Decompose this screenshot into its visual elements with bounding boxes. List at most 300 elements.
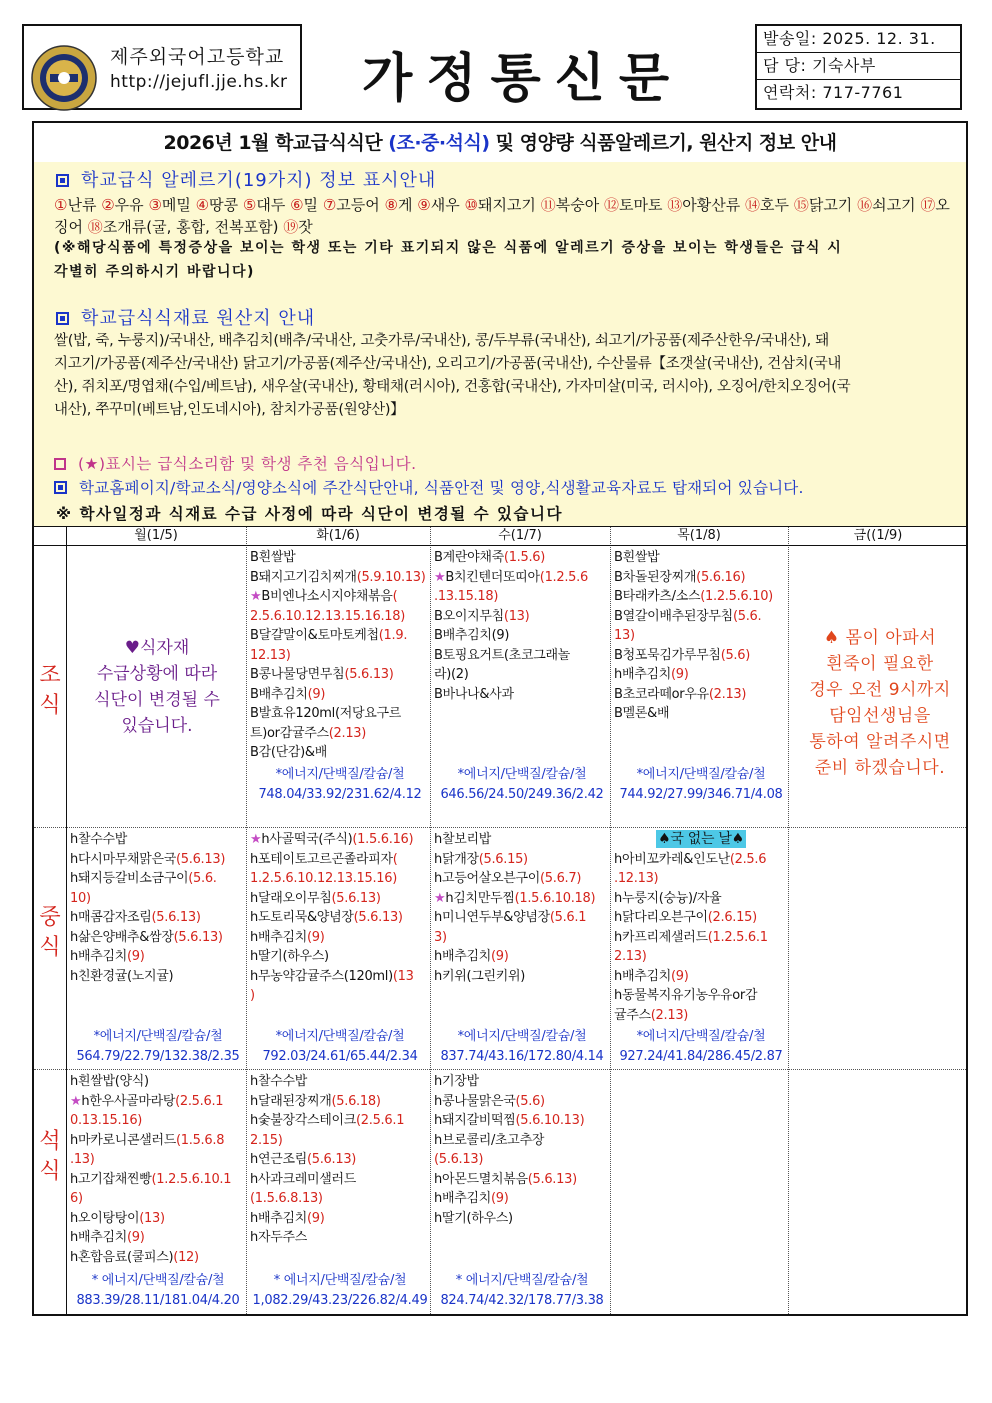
allergen-codes: (1.5.6) [503,550,546,565]
meal-label-char: 석 [39,1129,61,1154]
allergen-item [465,196,536,214]
menu-item-name: h친환경귤(노지귤) [70,968,174,984]
menu-item [70,1072,246,1092]
menu-item [434,889,610,909]
allergen-codes: (1.2.5.6.1 [707,929,768,945]
menu-item-name: B배추김치(9) [434,628,510,643]
menu-item-name: B흰쌀밥 [250,550,296,565]
allergen-name: 아황산류 [682,196,741,214]
notice-line: 준비 하겠습니다. [814,758,946,778]
menu-item [250,889,430,909]
allergen-codes: (2.13) [328,725,367,741]
allergen-codes: (5.6.13) [527,1171,577,1187]
allergen-number: ⑱ [87,218,103,236]
nutrition-line: * 에너지/단백질/칼슘/철 [455,1273,589,1288]
school-emblem-icon [30,44,98,112]
allergen-codes: (5.6.13) [344,667,394,682]
menu-item [250,908,430,928]
notice-line: ♠ 몸이 아파서 [823,628,937,648]
allergen-number: ⑦ [322,196,337,214]
menu-item-name: h카프리제샐러드 [614,929,708,945]
star-icon: ★ [434,890,446,906]
menu-item-name: h매콤감자조림 [70,910,152,925]
menu-item [614,850,788,870]
nutrition-dinner-tue [250,1271,430,1311]
no-soup-badge: ♠국 없는 날♠ [658,831,744,847]
allergen-name: 우유 [114,196,144,214]
allergen-number: ④ [195,196,210,214]
allergen-item [148,196,190,214]
nutrition-lunch-mon [70,1027,246,1067]
menu-item-name: h아비꼬카레&인도난 [614,851,730,867]
allergen-codes: (1.2.5.6.10) [700,589,773,604]
menu-item [434,685,610,705]
menu-item-name: B멜론&배 [614,706,670,721]
menu-item-name: h오이탕탕이 [70,1210,140,1226]
menu-item-name: 귤주스 [614,1007,651,1023]
manager: 담 당: 기숙사부 [757,53,960,80]
menu-item [434,1131,610,1151]
menu-title-bar [32,121,968,163]
menu-item [70,928,246,948]
menu-item [434,947,610,967]
allergen-codes: 0.13.15.16) [70,1113,143,1128]
day-header-wed: 수(1/7) [498,528,542,543]
allergen-codes: (9) [306,1210,325,1226]
menu-item [434,1170,610,1190]
allergen-codes: (9) [307,686,326,702]
menu-item-name: h브로콜리/초고추장 [434,1132,545,1148]
menu-item [70,869,246,889]
star-icon: ★ [250,589,262,604]
allergy-warning [54,236,962,284]
allergen-number: ③ [148,196,162,214]
allergen-codes: .13.15.18) [434,589,499,604]
allergen-number: ⑧ [384,196,398,214]
menu-item-name: h돼지갈비떡찜 [434,1113,516,1128]
allergy-warning-line: (※해당식품에 특정증상을 보이는 학생 또는 기타 표기되지 않은 식품에 알레르기 증상을 보이는 학생들은 급식 시 [54,240,843,256]
menu-item [250,1072,430,1092]
menu-item [614,947,788,967]
menu-item [250,646,430,666]
allergen-codes: (5.6) [720,647,751,663]
table-divider [66,527,67,1314]
menu-item-name: h누룽지(숭늉)/자율 [614,890,722,906]
menu-item-name: h숯불장각스테이크 [250,1113,357,1128]
menu-item-name: B바나나&사과 [434,686,514,702]
nutrition-breakfast-tue [250,765,430,805]
menu-item-name: h배추김치 [614,667,671,682]
allergen-codes: 3) [434,929,447,945]
origin-line: 쌀(밥, 죽, 누룽지)/국내산, 배추김치(배추/국내산, 고춧가루/국내산), 콩/두부류(국내산), 쇠고기/가공품(제주산한우/국내산), 돼 [54,333,829,349]
nutrition-line: 927.24/41.84/286.45/2.87 [619,1048,783,1064]
allergen-number: ⑲ [283,218,299,236]
allergen-codes: (1.9. [378,628,408,643]
menu-item [250,850,430,870]
menu-item [250,1150,430,1170]
menu-item [434,1150,610,1170]
menu-item [250,830,430,850]
notice-line: 통하여 알려주시면 [809,732,951,752]
menu-item [434,1111,610,1131]
allergy-section-title: 학교급식 알레르기(19가지) 정보 표시안내 [56,166,436,192]
star-icon: ★ [434,569,446,585]
allergen-codes: (9) [490,1191,509,1206]
friday-sick-notice [792,625,968,781]
menu-item [250,1170,430,1190]
notice-line: 흰죽이 필요한 [826,654,934,674]
menu-item [434,967,610,987]
allergen-codes: (2.5.6.1 [175,1093,224,1109]
allergen-codes: (5.6.15) [478,851,528,867]
allergen-name: 쇠고기 [872,196,916,214]
menu-item-name: h찰보리밥 [434,832,491,847]
allergen-codes: (9) [670,968,689,984]
menu-item-name: B타래카츠/소스 [614,589,701,604]
notice-line: 식단이 변경될 수 [94,690,220,710]
menu-item [614,665,788,685]
nutrition-line: *에너지/단백질/칼슘/철 [636,767,766,782]
menu-item [70,1170,246,1190]
menu-item-name: h한우사골마라탕 [81,1093,176,1109]
menu-item-name: h다시마무채맑은국 [70,851,177,867]
nutrition-line: *에너지/단백질/칼슘/철 [275,1029,405,1044]
meal-label-lunch [34,903,66,963]
menu-item [614,568,788,588]
nutrition-dinner-mon [70,1271,246,1311]
allergen-codes: (5.6.13) [434,1152,484,1167]
menu-item [614,967,788,987]
nutrition-line: 748.04/33.92/231.62/4.12 [258,786,422,802]
allergen-codes: (5.6.10.13) [515,1113,585,1128]
allergen-item [243,196,285,214]
menu-item-name: B계란야채죽 [434,550,504,565]
allergen-item [541,196,600,214]
menu-item [434,626,610,646]
nutrition-lunch-wed [434,1027,610,1067]
allergen-name: 조개류(굴, 홍합, 전복포함) [102,218,279,236]
allergy-warning-line: 각별히 주의하시기 바랍니다) [54,264,255,280]
allergen-codes: (5.6.13) [176,851,226,867]
menu-item [250,928,430,948]
allergen-codes: .13) [70,1152,95,1167]
allergen-codes: (5.6. [188,871,217,886]
allergen-name: 오징어 [54,196,950,236]
allergen-codes: 2.5.6.10.12.13.15.16.18) [250,608,405,624]
menu-item [250,568,430,588]
origin-text [54,330,964,422]
menu-item-name: h도토리묵&양념장 [250,910,354,925]
menu-item [614,908,788,928]
menu-item [250,947,430,967]
nutrition-breakfast-thu [614,765,788,805]
allergen-name: 밀 [303,196,319,214]
allergen-codes: (5.6.1 [549,910,587,925]
menu-item-name: h미니연두부&양념장 [434,910,550,925]
nutrition-line: *에너지/단백질/칼슘/철 [457,767,587,782]
allergen-name: 메밀 [161,196,191,214]
allergen-codes: ( [392,851,398,867]
allergen-name: 게 [398,196,413,214]
menu-item-name: h마카로니콘샐러드 [70,1132,177,1148]
menu-item-name: h사골떡국(주식) [261,832,353,847]
allergen-codes: (1.5.6.10.18) [514,890,596,906]
menu-item-name: B발효유120ml(저당요구르 [250,706,402,721]
menu-item [250,626,430,646]
nutrition-line: 824.74/42.32/178.77/3.38 [440,1292,604,1308]
allergen-number: ⑭ [745,196,761,214]
allergen-codes: (9) [490,949,509,964]
menu-item [434,830,610,850]
allergen-codes: (13) [139,1210,165,1226]
notice-line: 있습니다. [121,716,193,736]
menu-item-name: B콩나물당면무침 [250,667,345,682]
allergen-item [101,196,143,214]
allergen-codes: (9) [670,667,689,682]
menu-item-name: h키위(그린키위) [434,968,526,984]
allergen-codes: 6) [70,1191,83,1206]
allergen-codes: (5.6.13) [151,910,201,925]
menu-item [434,548,610,568]
menu-item [434,850,610,870]
notice-line: 수급상황에 따라 [96,664,218,684]
nutrition-line: *에너지/단백질/칼슘/철 [93,1029,223,1044]
square-bullet-icon [56,312,69,325]
nutrition-line: 883.39/28.11/181.04/4.20 [76,1292,240,1308]
menu-item [70,908,246,928]
origin-line: 내산), 쭈꾸미(베트남,인도네시아), 참치가공품(원양산)】 [54,402,405,418]
allergen-codes: 13) [614,628,635,643]
table-divider [430,527,431,1314]
menu-item [250,967,430,987]
menu-item [250,685,430,705]
menu-item [70,1189,246,1209]
allergen-number: ⑰ [920,196,936,214]
nutrition-breakfast-wed [434,765,610,805]
menu-item [250,743,430,763]
no-soup-day-label [614,830,788,850]
allergen-number: ⑫ [603,196,619,214]
allergen-item [88,218,279,236]
allergen-codes: 2.13) [614,949,647,964]
menu-item-name: 라)(2) [434,667,469,682]
menu-item [70,889,246,909]
table-divider [34,1069,966,1070]
allergen-number: ⑥ [290,196,304,214]
menu-item-name: h배추김치 [434,1191,491,1206]
allergen-number: ② [101,196,115,214]
menu-item [250,548,430,568]
menu-item [434,1189,610,1209]
allergen-codes: (5.6.13) [306,1152,357,1167]
menu-item [250,587,430,607]
menu-item-name: B열갈이배추된장무침 [614,608,733,624]
menu-item [434,928,610,948]
menu-item-name: h기장밥 [434,1074,479,1089]
menu-item-name: h닭개장 [434,851,479,867]
document-header [22,24,962,110]
menu-item [614,626,788,646]
menu-item [434,1072,610,1092]
meal-label-char: 식 [39,693,61,718]
school-name: 제주외국어고등학교 [110,46,285,68]
menu-item [250,724,430,744]
allergen-item [417,196,459,214]
menu-item-name: 트)or감귤주스 [250,725,329,741]
menu-item [434,869,610,889]
menu-item [614,889,788,909]
menu-item-name: h포테이토고르곤졸라피자 [250,851,393,867]
allergen-codes: (2.5.6 [729,851,767,867]
menu-item-name: h혼합음료(쿨피스) [70,1249,174,1265]
allergen-name: 대두 [256,196,286,214]
menu-item-name: h찰수수밥 [70,832,127,847]
menu-item [250,607,430,627]
menu-item-name: B돼지고기김치찌개 [250,569,357,585]
menu-item-name: h배추김치 [70,949,127,964]
allergen-codes: (1.5.6.8 [176,1132,225,1148]
menu-item [250,1092,430,1112]
allergen-item [667,196,740,214]
origin-line: 지고기/가공품(제주산/국내산) 닭고기/가공품(제주산/국내산), 오리고기/가공품(국내산), 수산물류【조갯살(국내산), 건삼치(국내 [54,356,842,372]
menu-item [434,646,610,666]
menu-item-name: B흰쌀밥 [614,550,660,565]
allergen-name: 호두 [760,196,790,214]
allergen-codes: (5.6.18) [331,1093,381,1109]
menu-title-meals: (조·중·석식) [388,132,490,154]
menu-item-name: B토핑요거트(초코그래놀 [434,647,570,663]
menu-item-name: B차돌된장찌개 [614,569,697,585]
allergen-codes: 2.15) [250,1132,283,1148]
allergen-codes: (5.6.13) [331,890,381,906]
allergen-item [385,196,413,214]
allergen-item [604,196,663,214]
school-url-link[interactable]: http://jejufl.jje.hs.kr [110,72,288,92]
menu-item [250,1189,430,1209]
menu-item-name: B치킨텐더또띠아 [445,569,540,585]
menu-item [614,928,788,948]
menu-item-name: B청포묵김가루무침 [614,647,721,663]
menu-item [250,1111,430,1131]
monday-supply-notice [70,635,244,739]
menu-item-name: h딸기(하우스) [250,949,329,964]
nutrition-line: *에너지/단백질/칼슘/철 [457,1029,587,1044]
allergen-item [857,196,916,214]
info-section [32,162,968,526]
menu-item [614,607,788,627]
allergen-codes: (1.2.5.6.10.1 [151,1171,232,1187]
menu-item [434,665,610,685]
allergen-codes: (5.6.16) [696,569,746,585]
menu-item [250,1209,430,1229]
menu-item [614,869,788,889]
allergen-number: ① [54,196,68,214]
allergen-number: ⑩ [464,196,478,214]
day-header-tue: 화(1/6) [316,528,360,543]
table-divider [246,527,247,1314]
send-date: 발송일: 2025. 12. 31. [757,26,960,53]
menu-item-name: h달래오이무침 [250,890,332,906]
menu-item [614,986,788,1006]
origin-line: 산), 쥐치포/명엽채(수입/베트남), 새우살(국내산), 황태채(러시아), 건홍합(국내산), 가자미살(미국, 러시아), 오징어/한치오징어(국 [54,379,851,395]
allergen-item [290,196,318,214]
menu-item-name: h배추김치 [250,929,307,945]
allergen-codes: (5.6.13) [173,929,223,945]
contact-phone: 연락처: 717-7761 [763,83,904,102]
change-note: ※ 학사일정과 식재료 수급 사정에 따라 식단이 변경될 수 있습니다 [56,505,563,523]
menu-item-name: h김치만두찜 [445,890,515,906]
menu-item [614,704,788,724]
school-info-box [22,24,302,110]
allergen-codes: 12.13) [250,647,291,663]
allergen-name: 땅콩 [209,196,239,214]
allergen-codes: (2.5.6.1 [356,1113,405,1128]
allergen-codes: ( [392,589,398,604]
menu-item-name: h딸기(하우스) [434,1210,513,1226]
nutrition-line: 564.79/22.79/132.38/2.35 [76,1048,240,1064]
star-icon: ★ [250,832,262,847]
menu-item-name: B초코라떼or우유 [614,686,709,702]
menu-item [434,1209,610,1229]
allergen-codes: (5.6.7) [540,871,582,886]
menu-item [70,850,246,870]
menu-item-name: h콩나물맑은국 [434,1093,516,1109]
menu-item-name: h삶은양배추&쌈장 [70,929,174,945]
nutrition-line: * 에너지/단백질/칼슘/철 [273,1273,407,1288]
menu-item-name: h달래된장찌개 [250,1093,332,1109]
square-bullet-icon [54,458,66,470]
menu-item-name: h고등어살오븐구이 [434,871,541,886]
square-bullet-icon [56,174,69,187]
menu-item [434,1092,610,1112]
issue-info-box [755,24,962,110]
menu-item [70,1209,246,1229]
star-icon: ★ [70,1093,82,1109]
allergen-codes: (1.5.6.8.13) [250,1191,323,1206]
allergen-codes: (5.9.10.13) [356,569,426,585]
square-bullet-icon [54,481,67,494]
allergen-codes: 1.2.5.6.10.12.13.15.16) [250,871,398,886]
table-divider [34,545,966,546]
menu-item [250,1131,430,1151]
nutrition-line: 1,082.29/43.23/226.82/4.49 [252,1292,428,1308]
allergen-codes: (2.13) [650,1007,689,1023]
origin-section-title: 학교급식식재료 원산지 안내 [56,304,315,330]
menu-item [250,986,430,1006]
menu-item [70,1111,246,1131]
menu-item-name: h흰쌀밥(양식) [70,1074,149,1089]
allergen-codes: (5.6. [732,608,762,624]
allergen-codes: ) [250,988,255,1003]
meal-label-char: 조 [39,663,61,688]
table-divider [788,527,789,1314]
allergen-item [283,218,313,236]
nutrition-line: *에너지/단백질/칼슘/철 [275,767,405,782]
menu-item [250,665,430,685]
allergen-number: ⑯ [857,196,873,214]
menu-item [434,568,610,588]
web-note: 학교홈페이지/학교소식/영양소식에 주간식단안내, 식품안전 및 영양,식생활교육자료도 탑재되어 있습니다. [54,476,804,498]
allergen-number: ⑬ [667,196,683,214]
menu-item [250,869,430,889]
menu-item [70,830,246,850]
menu-item-name: h자두주스 [250,1230,307,1245]
menu-item-name: h배추김치 [434,949,491,964]
notice-line: 경우 오전 9시까지 [809,680,951,700]
menu-item [614,646,788,666]
allergen-number: ⑪ [540,196,556,214]
allergen-codes: (13 [392,968,414,984]
